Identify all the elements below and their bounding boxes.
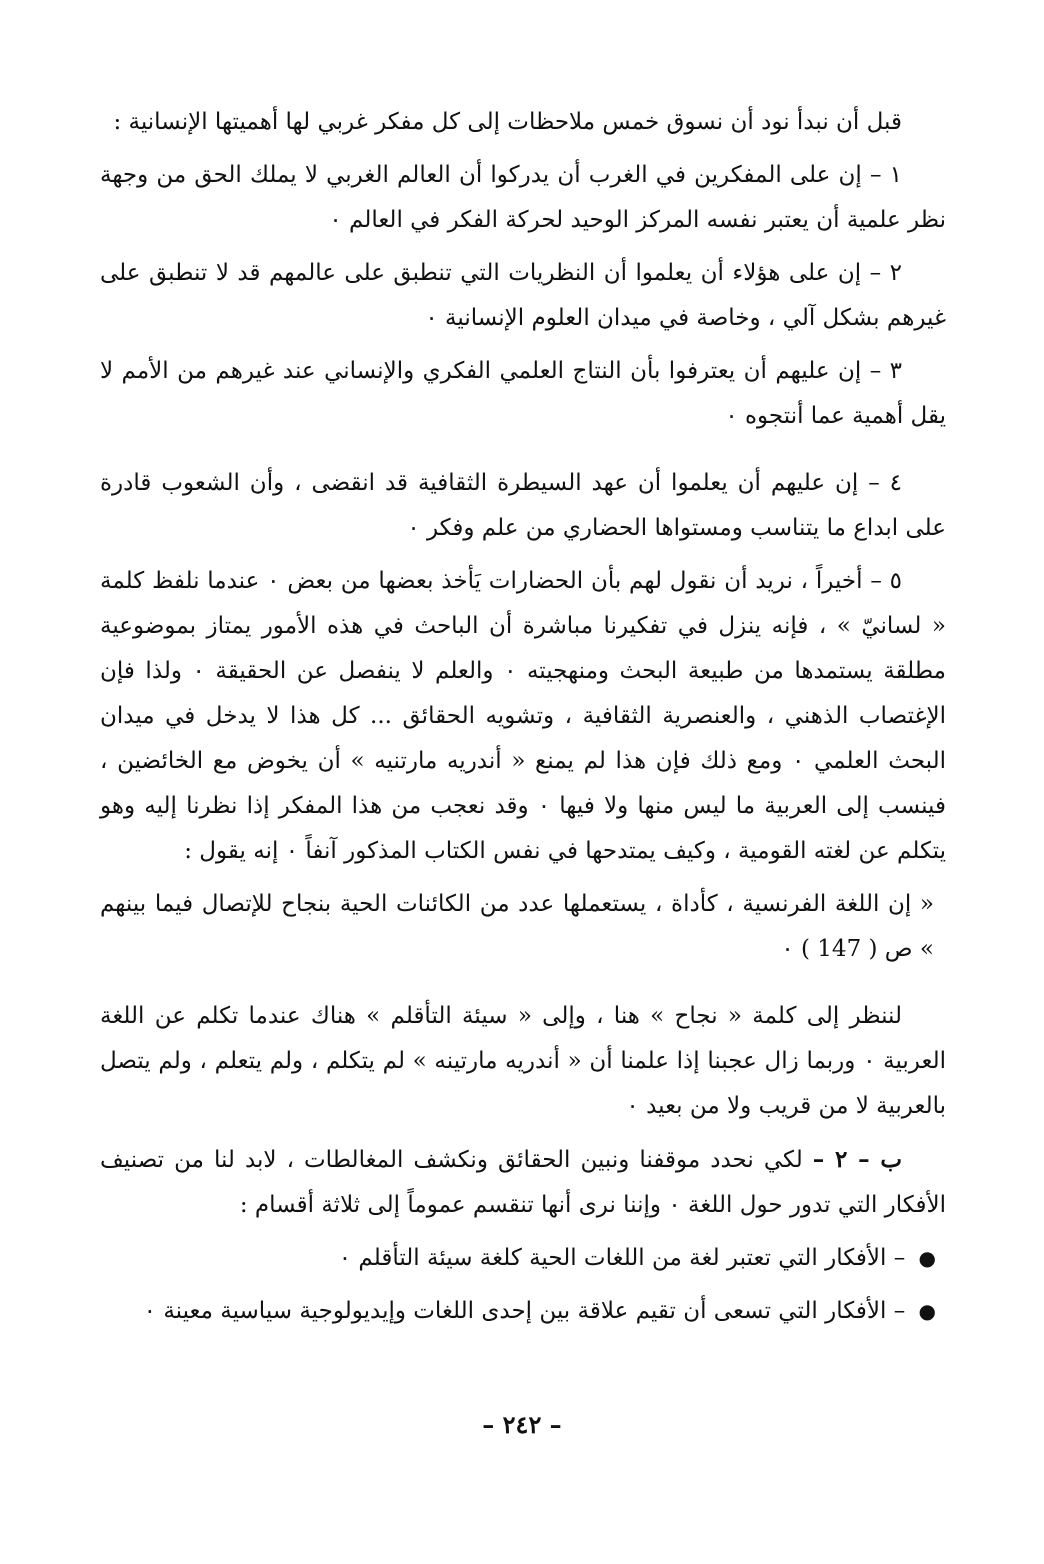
- martinet-quote-paragraph: « إن اللغة الفرنسية ، كأداة ، يستعملها عدد من الكائنات الحية بنجاح للإتصال فيما بينهم » ص ( 147 ) ٠: [100, 891, 934, 962]
- section-b-label: ب – ٢ –: [812, 1146, 903, 1173]
- bullet-item-text: – الأفكار التي تسعى أن تقيم علاقة بين إحدى اللغات وإيديولوجية سياسية معينة ٠: [143, 1298, 906, 1324]
- bullet-icon: ●: [918, 1246, 936, 1270]
- note-4-paragraph: ٤ – إن عليهم أن يعلموا أن عهد السيطرة الثقافية قد انقضى ، وأن الشعوب قادرة على ابداع ما يتناسب ومستواها الحضاري من علم وفكر ٠: [100, 470, 946, 541]
- commentary-paragraph: لننظر إلى كلمة « نجاح » هنا ، وإلى « سيئة التأقلم » هناك عندما تكلم عن اللغة العربية ٠ وربما زال عجبنا إذا علمنا أن « أندريه مارتينه » لم يتكلم ، ولم يتعلم ، ولم يتصل بالعربية لا من قريب ولا من بعيد ٠: [100, 1003, 946, 1119]
- section-b-paragraph: [100, 1137, 946, 1228]
- note-2-paragraph: ٢ – إن على هؤلاء أن يعلموا أن النظريات التي تنطبق على عالمهم قد لا تنطبق على غيرهم بشكل آلي ، وخاصة في ميدان العلوم الإنسانية ٠: [100, 260, 946, 331]
- bullet-item-text: – الأفكار التي تعتبر لغة من اللغات الحية كلغة سيئة التأقلم ٠: [338, 1245, 906, 1271]
- bullet-item-1: [100, 1236, 946, 1281]
- bullet-icon: ●: [918, 1299, 936, 1323]
- intro-paragraph: قبل أن نبدأ نود أن نسوق خمس ملاحظات إلى كل مفكر غربي لها أهميتها الإنسانية :: [113, 109, 902, 135]
- page-body: [100, 100, 946, 1342]
- note-3-paragraph: ٣ – إن عليهم أن يعترفوا بأن النتاج العلمي الفكري والإنساني عند غيرهم من الأمم لا يقل أهمية عما أنتجوه ٠: [100, 358, 946, 429]
- page-number: – ٢٤٢ –: [482, 1410, 562, 1439]
- bullet-item-2: [100, 1289, 946, 1334]
- note-5-paragraph: ٥ – أخيراً ، نريد أن نقول لهم بأن الحضارات يَأخذ بعضها من بعض ٠ عندما نلفظ كلمة « لسانيّ » ، فإنه ينزل في تفكيرنا مباشرة أن الباحث في هذه الأمور يمتاز بموضوعية مطلقة يستمدها من طبيعة البحث ومنهجيته ٠ والعلم لا ينفصل عن الحقيقة ٠ ولذا فإن الإغتصاب الذهني ، والعنصرية الثقافية ، وتشويه الحقائق ... كل هذا لا يدخل في ميدان البحث العلمي ٠ ومع ذلك فإن هذا لم يمنع « أندريه مارتنيه » أن يخوض مع الخائضين ، فينسب إلى العربية ما ليس منها ولا فيها ٠ وقد نعجب من هذا المفكر إذا نظرنا إليه وهو يتكلم عن لغته القومية ، وكيف يمتدحها في نفس الكتاب المذكور آنفاً ٠ إنه يقول :: [100, 568, 947, 864]
- section-b-text: لكي نحدد موقفنا ونبين الحقائق ونكشف المغالطات ، لابد لنا من تصنيف الأفكار التي تدور حول اللغة ٠ وإننا نرى أنها تنقسم عموماً إلى ثلاثة أقسام :: [100, 1147, 946, 1218]
- note-1-paragraph: ١ – إن على المفكرين في الغرب أن يدركوا أن العالم الغربي لا يملك الحق من وجهة نظر علمية أن يعتبر نفسه المركز الوحيد لحركة الفكر في العالم ٠: [100, 162, 946, 233]
